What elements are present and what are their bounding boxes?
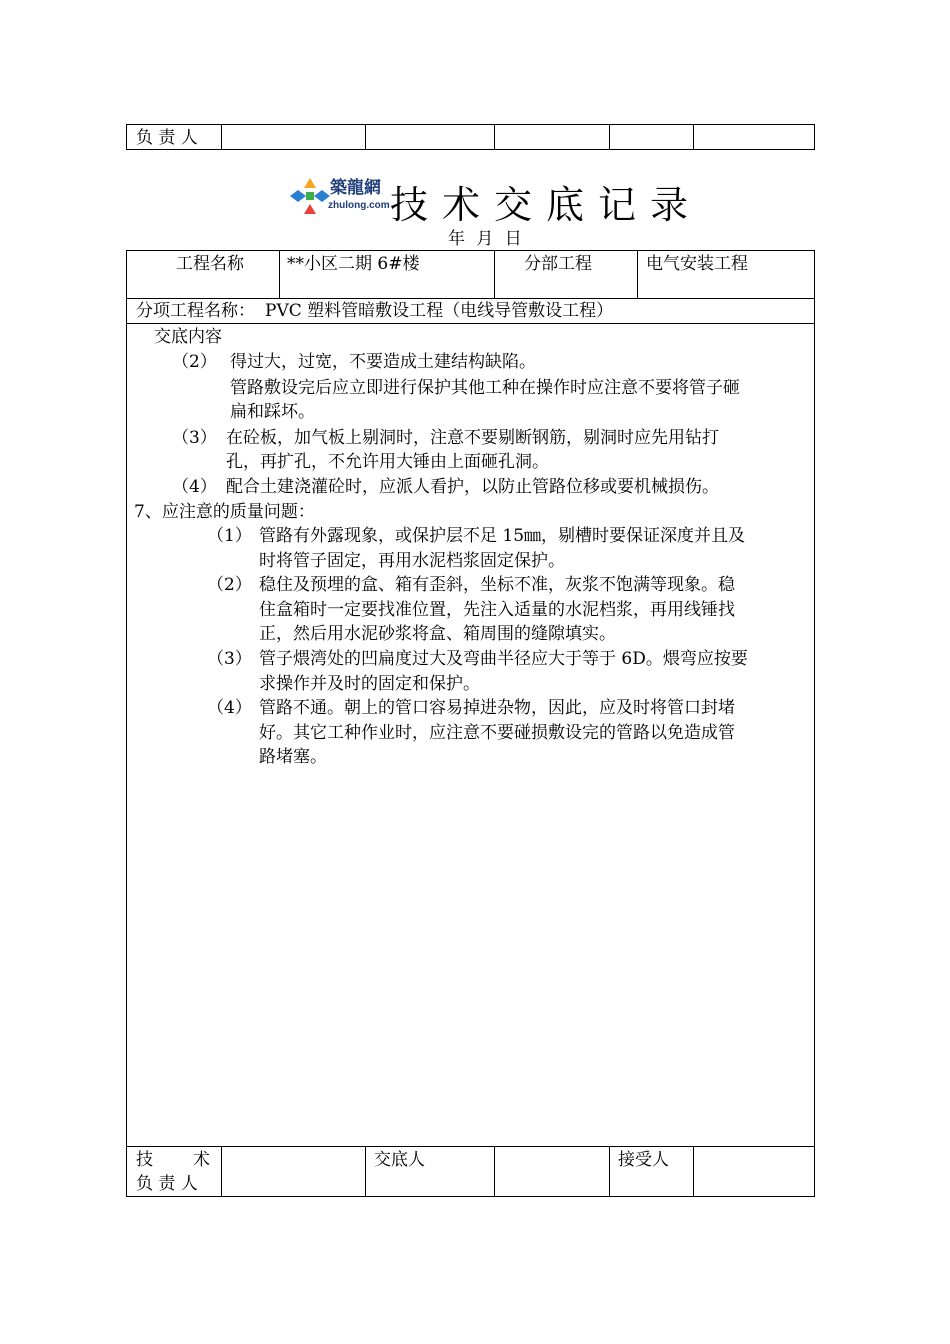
- item-text-line: 扁和踩坏。: [230, 402, 315, 422]
- item-number: （2）: [207, 575, 252, 596]
- project-name-label: 工程名称: [176, 254, 244, 274]
- division-value: 电气安装工程: [646, 254, 748, 274]
- item-text-line: 配合土建浇灌砼时，应派人看护，以防止管路位移或要机械损伤。: [226, 477, 719, 497]
- item-number: （3）: [207, 649, 252, 669]
- tech-label-line2: 负 责 人: [136, 1174, 198, 1194]
- logo-domain-text: zhulong.com: [328, 200, 390, 211]
- receiver-label: 接受人: [618, 1150, 669, 1170]
- item-text-line: 在砼板，加气板上剔洞时，注意不要剔断钢筋，剔洞时应先用钻打: [226, 428, 719, 448]
- tech-label-line1: 技 术: [136, 1150, 212, 1170]
- logo-chinese-text: 築龍網: [330, 178, 381, 198]
- division-label: 分部工程: [524, 254, 592, 274]
- subitem-label: [136, 299, 613, 323]
- item-number: （1）: [207, 526, 252, 546]
- section-7-heading: 7、应注意的质量问题：: [134, 502, 315, 522]
- top-responsible-label: 负 责 人: [136, 128, 198, 148]
- subitem-label-text: 分项工程名称：: [136, 301, 255, 321]
- item-text-line: 时将管子固定，再用水泥档浆固定保护。: [259, 550, 565, 571]
- item-text-line: 稳住及预埋的盒、箱有歪斜，坐标不准，灰浆不饱满等现象。稳: [259, 575, 735, 596]
- content-heading: 交底内容: [154, 327, 222, 347]
- item-text-line: 住盒箱时一定要找准位置，先注入适量的水泥档浆，再用线锤找: [259, 599, 735, 620]
- handover-label: 交底人: [374, 1150, 425, 1170]
- subitem-value: PVC 塑料管暗敷设工程（电线导管敷设工程）: [265, 301, 614, 321]
- item-number: （2）: [172, 352, 217, 372]
- document-title: 技术交底记录: [390, 183, 703, 227]
- item-text-line: 管路敷设完后应立即进行保护其他工种在操作时应注意不要将管子砸: [230, 378, 740, 398]
- item-text-line: 管路不通。朝上的管口容易掉进杂物，因此，应及时将管口封堵: [259, 698, 735, 719]
- item-text-line: 管子煨湾处的凹扁度过大及弯曲半径应大于等于 6D。煨弯应按要: [259, 649, 748, 669]
- item-text-line: 正，然后用水泥砂浆将盒、箱周围的缝隙填实。: [259, 624, 616, 645]
- item-number: （4）: [172, 477, 217, 497]
- item-text-line: 得过大，过宽，不要造成土建结构缺陷。: [230, 352, 536, 372]
- date-line: 年 月 日: [448, 229, 525, 249]
- item-text-line: 孔，再扩孔，不允许用大锤由上面砸孔洞。: [226, 452, 549, 472]
- item-text-line: 求操作并及时的固定和保护。: [259, 673, 480, 694]
- item-text-line: 管路有外露现象，或保护层不足 15㎜，剔槽时要保证深度并且及: [259, 526, 746, 546]
- item-number: （3）: [172, 428, 217, 448]
- item-number: （4）: [207, 698, 252, 719]
- project-name-value: **小区二期 6#楼: [287, 254, 420, 274]
- item-text-line: 路堵塞。: [259, 747, 327, 768]
- item-text-line: 好。其它工种作业时，应注意不要碰损敷设完的管路以免造成管: [259, 722, 735, 743]
